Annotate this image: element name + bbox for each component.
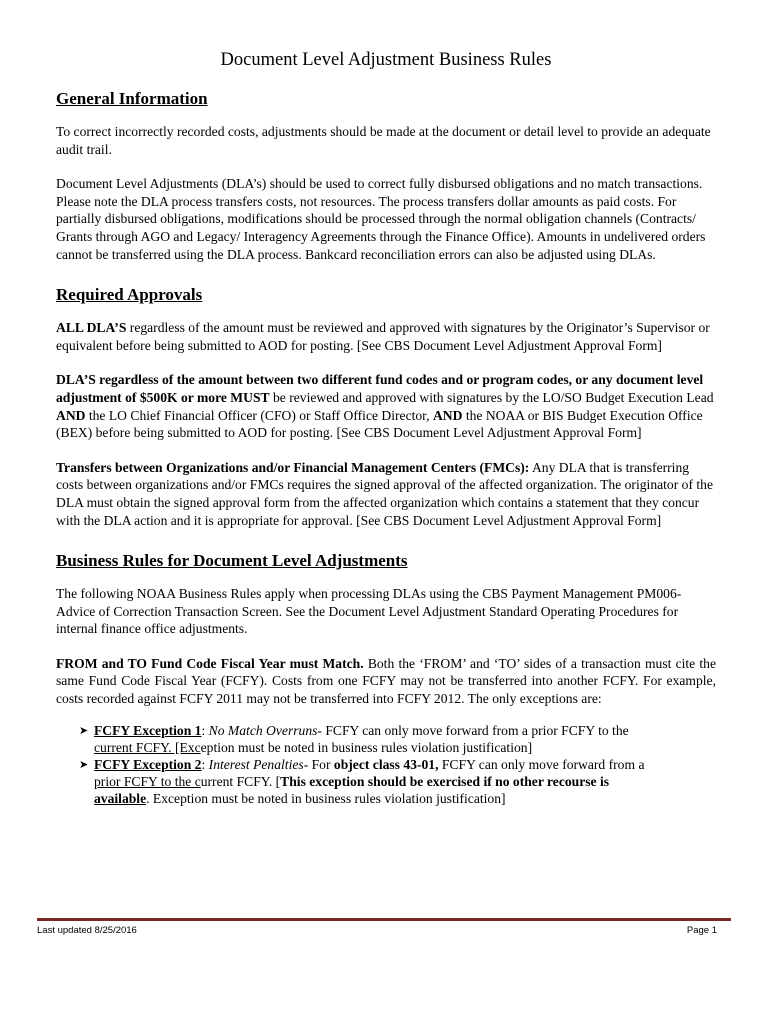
approvals-p3-bold: Transfers between Organizations and/or Financial Management Centers (FMCs): [56,459,530,475]
page-number: Page 1 [686,925,717,936]
fcfy-exceptions-list [79,722,716,807]
exception-2-label: FCFY Exception 2 [94,756,202,772]
approvals-p2-text2: the LO Chief Financial Officer (CFO) or Staff Office Director, [85,407,433,423]
rules-paragraph-1: The following NOAA Business Rules apply when processing DLAs using the CBS Payment Management PM006- Advice of Correction Transaction Screen. See the Document Level Adjustment Standard Operating Procedures for internal finance office adjustments. [56,586,682,637]
footer-divider [37,918,731,921]
exception-2-colon: : [201,756,209,772]
exception-1-text2-underlined: current FCFY. [Exc [94,739,201,755]
exception-1-title: No Match Overruns [208,722,318,738]
arrow-bullet-icon: ➤ [79,723,89,737]
approvals-p2-text1: be reviewed and approved with signatures by the LO/SO Budget Execution Lead [269,389,714,405]
business-rules-heading: Business Rules for Document Level Adjustments [56,551,408,571]
rules-paragraph-2 [56,655,716,708]
approvals-p1-text: regardless of the amount must be reviewed and approved with signatures by the Originator’s Supervisor or equivalent before being submitted to AOD for posting. [See CBS Document Level Adjustment Approval Form] [56,320,710,353]
last-updated-text: Last updated 8/25/2016 [37,925,137,936]
approvals-p2-text3: the NOAA or BIS Budget Execution Office (BEX) before being submitted to AOD for posting. [See CBS Document Level Adjustment Approval Form] [56,407,703,441]
list-item-exception-2 [79,756,716,807]
exception-1-label: FCFY Exception 1 [94,722,202,738]
exception-2-available: available [94,790,147,806]
general-paragraph-1: To correct incorrectly recorded costs, adjustments should be made at the document or detail level to provide an adequate audit trail. [56,124,711,157]
exception-2-text3: . Exception must be noted in business rules violation justification] [146,790,506,806]
exception-2-title: Interest Penalties [208,756,304,772]
exception-2-object-class: object class 43-01, [333,756,439,772]
approvals-p1-bold: ALL DLA’S [56,320,127,336]
list-item-exception-1 [79,722,716,756]
exception-2-text1: - For [303,756,334,772]
exception-2-text2-bold: This exception should be exercised if no other recourse is [280,773,610,789]
exception-1-text2: eption must be noted in business rules violation justification] [200,739,533,755]
approvals-paragraph-1 [56,319,716,354]
exception-2-text2-underlined: prior FCFY to the c [94,773,201,789]
general-information-heading: General Information [56,89,208,108]
approvals-p2-and1: AND [56,407,86,423]
approvals-p3-text: Any DLA that is transferring costs between organizations and/or FMCs requires the signed approval of the affected organization. The originator of the DLA must obtain the signed approval form from the affected organization which contains a statement that they concur with the DLA action and it is appropriate for approval. [See CBS Document Level Adjustment Approval Form] [56,459,713,528]
required-approvals-heading: Required Approvals [56,285,203,305]
document-page [56,50,716,807]
exception-2-text1b: FCFY can only move forward from a [438,756,645,772]
arrow-bullet-icon: ➤ [79,757,89,771]
approvals-p2-bold: DLA’S regardless of the amount between two different fund codes and or program codes, or any document level adjustment of $500K or more MUST [56,372,704,405]
rules-p2-text: Both the ‘FROM’ and ‘TO’ sides of a transaction must cite the same Fund Code Fiscal Year (FCFY). Costs from one FCFY may not be transferred into another FCFY. For example, costs recorded against FCFY 2011 may not be transferred into FCFY 2012. The only exceptions are: [56,655,717,707]
approvals-p2-and2: AND [432,407,463,423]
approvals-paragraph-3 [56,459,716,529]
general-paragraph-2: Document Level Adjustments (DLA’s) should be used to correct fully disbursed obligations and no match transactions. Please note the DLA process transfers costs, not resources. The process transfers dollar amounts as paid costs. For partially disbursed obligations, modifications should be processed through the normal obligation channels (Contracts/ Grants through AGO and Legacy/ Interagency Agreements through the Finance Office). Amounts in undelivered orders cannot be transferred using the DLA process. Bankcard reconciliation errors can also be adjusted using DLAs. [56,176,706,262]
rules-p2-bold: FROM and TO Fund Code Fiscal Year must Match. [56,655,364,671]
exception-1-text1: - FCFY can only move forward from a prior FCFY to the [317,722,629,738]
approvals-paragraph-2 [56,371,716,441]
exception-1-colon: : [201,722,209,738]
exception-2-text2: urrent FCFY. [ [200,773,281,789]
page-title: Document Level Adjustment Business Rules [220,50,552,70]
